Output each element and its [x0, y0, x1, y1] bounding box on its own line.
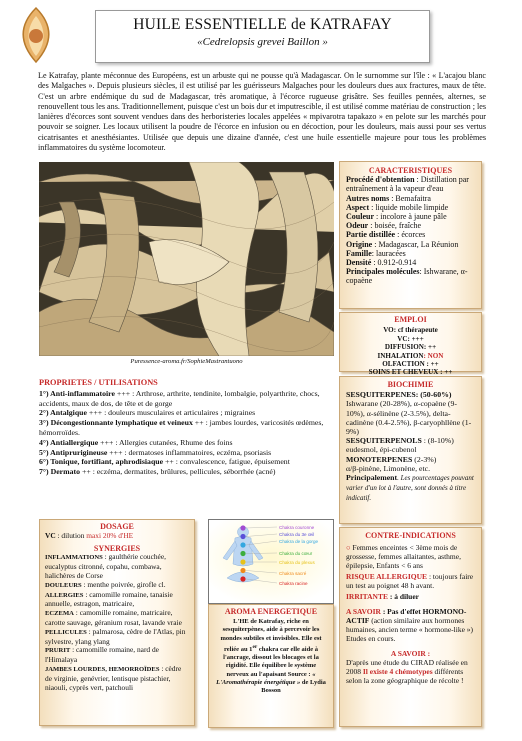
contraindications-panel	[339, 527, 482, 727]
properties-list	[39, 389, 334, 477]
synergy-item	[45, 646, 189, 665]
a-savoir-1-head: : Pas d'effet HORMONO-ACTIF	[346, 607, 467, 625]
synergy-item	[45, 628, 189, 647]
chakra-label: Chakra sacré	[279, 571, 307, 576]
synergies-title: SYNERGIES	[93, 543, 141, 553]
characteristic-key: Principales molécules	[346, 267, 420, 277]
synergy-key: INFLAMMATIONS	[45, 554, 103, 562]
sesquiterpenes-title: SESQUITERPENES: (50-60%)	[346, 390, 452, 400]
property-item	[39, 389, 334, 409]
chakra-dot	[240, 551, 245, 556]
monoterpenes-title: MONOTERPENES	[346, 454, 413, 464]
irritant-text: : à diluer	[387, 592, 419, 601]
synergy-value: : gaulthérie couchée, eucalyptus citronné, copahu, combawa, halichères de Corse	[45, 552, 166, 580]
characteristics-panel	[339, 161, 482, 309]
property-item	[39, 448, 334, 458]
usage-title: EMPLOI	[394, 315, 427, 324]
warning-circle-icon: ○	[346, 543, 351, 552]
synergies-list	[45, 553, 189, 692]
property-level: ++	[163, 457, 176, 467]
chakra-dot	[240, 525, 245, 530]
dosage-panel	[39, 519, 195, 726]
characteristic-value: : incolore à jaune pâle	[374, 212, 447, 222]
chakra-dot	[240, 576, 245, 581]
property-level: +++	[107, 447, 125, 457]
property-number: 4°)	[39, 437, 51, 447]
synergy-key: JAMBES LOURDES, HEMORROÏDES	[45, 665, 160, 673]
brand-logo	[10, 4, 62, 66]
property-name: Tonique, fortifiant, aphrodisiaque	[50, 457, 164, 467]
property-uses: : dermatoses inflammatoires, eczéma, psoriasis	[124, 447, 272, 457]
chakra-dot	[240, 542, 245, 547]
aroma-text-2: chakra car elle aide à l'ancrage, dissout les blocages et la rigidité. Elle équilibre le système nerveux au l'apaisant Source :	[223, 645, 319, 678]
bark-photo	[39, 162, 334, 356]
usage-label: INHALATION	[377, 351, 424, 360]
synergy-key: PRURIT	[45, 647, 71, 655]
usage-row	[344, 326, 477, 334]
property-name: Antiprurigineuse	[50, 447, 108, 457]
aroma-energy-panel	[208, 604, 334, 728]
property-item	[39, 438, 334, 448]
synergy-value: : camomille romaine, tanaisie annuelle, estragon, matricaire,	[45, 589, 173, 609]
characteristic-key: Odeur	[346, 221, 369, 231]
usage-value: : ++	[423, 343, 437, 352]
synergy-value: : camomille romaine, matricaire, carotte sauvage, géranium rosat, lavande vraie	[45, 608, 182, 627]
monoterpenes-list: α/β-pinène, Limonène, etc.	[346, 463, 431, 473]
chakra-figure	[208, 519, 334, 604]
property-item	[39, 457, 334, 467]
chakra-dot	[240, 534, 245, 539]
a-savoir-2-title: A SAVOIR :	[390, 649, 431, 658]
characteristic-value: : Distillation par entraînement à la vapeur d'eau	[346, 175, 469, 194]
usage-value: : +++	[407, 334, 424, 343]
contraindications-title: CONTRE-INDICATIONS	[365, 531, 456, 540]
synergy-key: PELLICULES	[45, 628, 87, 636]
chakra-label: Chakra du cœur	[279, 551, 313, 556]
characteristic-row	[346, 175, 475, 193]
dosage-vc-max: maxi 20% d'HE	[86, 530, 134, 540]
usage-label: VC	[397, 334, 408, 343]
synergy-value: : camomille romaine, nard de l'Himalaya	[45, 645, 159, 665]
synergy-value: : cèdre de virginie, genévrier, lentisque pistachier, niaouli, cyprès vert, patchouli	[45, 663, 182, 692]
property-level: +++	[114, 388, 133, 398]
sesquiterpenols-value: : (8-10%)	[421, 436, 454, 446]
chakra-dot	[240, 568, 245, 573]
characteristic-row	[346, 194, 475, 203]
dosage-vc-label: VC	[45, 530, 56, 540]
characteristic-key: Aspect	[346, 202, 370, 212]
aroma-title: AROMA ENERGETIQUE	[224, 607, 318, 616]
characteristic-row	[346, 212, 475, 221]
property-item	[39, 408, 334, 418]
aroma-source-author: de Lydia Bosson	[261, 678, 326, 694]
property-number: 1°)	[39, 388, 51, 398]
property-level: +++	[98, 437, 116, 447]
allergy-risk-text: : toujours faire un test au poignet 48 h avant.	[346, 572, 474, 590]
characteristic-value: : écorces	[395, 230, 426, 240]
sesquiterpenols-title: SESQUITERPENOLS	[346, 436, 422, 446]
chemotypes-highlight: Il existe 4 chémotypes	[362, 667, 433, 676]
aroma-text-1: L'HE de Katrafay, riche en sesquiterpènes, aide à percevoir les mondes subtiles et invisibles. Elle est reliée au 1	[220, 618, 322, 653]
usage-value: : ++	[424, 360, 439, 369]
dosage-title: DOSAGE	[100, 522, 134, 531]
irritant-label: IRRITANTE	[346, 592, 388, 601]
title-box	[95, 10, 430, 63]
percentages-note: . Les pourcentages pouvant varier d'un lot à l'autre, sont donnés à titre indicatif.	[346, 474, 474, 503]
characteristic-value: : Ishwarane, α-copaène	[346, 267, 468, 286]
usage-value: : NON	[423, 351, 444, 360]
property-uses: : jambes lourdes, varicosités œdèmes, hémorroïdes.	[39, 418, 324, 437]
a-savoir-1-text: (action similaire aux hormones humaines, ancien terme « hormone-like ») Etudes en cours.	[346, 616, 474, 643]
usage-value: : cf thérapeute	[393, 326, 438, 335]
synergy-item	[45, 609, 189, 628]
usage-panel	[339, 312, 482, 377]
property-level: +++	[86, 408, 105, 418]
characteristic-value: : lauracées	[371, 248, 406, 258]
property-uses: : Arthrose, arthrite, tendinite, lombalgie, polyarthrite, chocs, accidents, maux de dos, de tête et de gorge	[39, 388, 320, 408]
usage-label: VO	[383, 326, 394, 335]
usage-row	[344, 360, 477, 368]
property-uses: : douleurs musculaires et articulaires ; migraines	[104, 408, 256, 418]
characteristic-key: Densité	[346, 258, 372, 268]
page-subtitle: «Cedrelopsis grevei Baillon »	[197, 36, 328, 48]
usage-row	[344, 352, 477, 360]
property-number: 3°)	[39, 418, 51, 428]
chakra-label: Chakra du 3e œil	[279, 532, 315, 537]
characteristic-key: Couleur	[346, 212, 374, 222]
synergy-key: DOULEURS	[45, 581, 82, 589]
dosage-vc-text: : dilution	[55, 530, 87, 540]
properties-section	[39, 378, 334, 477]
characteristic-key: Procédé d'obtention	[346, 175, 415, 185]
property-level: ++	[80, 467, 93, 477]
biochemistry-panel	[339, 376, 482, 524]
chakra-label: Chakra de la gorge	[279, 539, 319, 544]
property-number: 6°)	[39, 457, 51, 467]
chakra-label: Chakra racine	[279, 581, 308, 586]
synergy-value: : menthe poivrée, girofle cl.	[81, 579, 166, 589]
a-savoir-1-title: A SAVOIR	[346, 607, 381, 616]
property-uses: : eczéma, dermatites, brûlures, pellicules, séborrhée (acné)	[92, 467, 276, 477]
contraindications-text: Femmes enceintes < 3ème mois de grossesse, femmes allaitantes, asthme, épilepsie, Enfants < 6 ans	[346, 543, 461, 570]
property-name: Dermato	[50, 467, 81, 477]
chakra-label: Chakra couronne	[279, 525, 315, 530]
characteristic-row	[346, 240, 475, 249]
property-number: 2°)	[39, 408, 51, 418]
characteristics-list	[346, 175, 475, 285]
principalement-label: Principalement	[346, 473, 398, 483]
characteristics-title: CARACTERISTIQUES	[368, 166, 453, 175]
sesquiterpenols-list: eudesmol, épi-cubenol	[346, 445, 417, 455]
aroma-source-title: « L'Aromathérapie énergétique »	[216, 670, 316, 686]
characteristic-row	[346, 230, 475, 239]
synergy-item	[45, 665, 189, 692]
chakra-dot	[240, 559, 245, 564]
biochemistry-title: BIOCHIMIE	[387, 380, 434, 389]
characteristic-key: Origine	[346, 239, 373, 249]
aroma-sup: er	[252, 643, 258, 650]
monoterpenes-value: (2-3%)	[412, 454, 437, 464]
synergy-value: : palmarosa, cèdre de l'Atlas, pin sylvestre, ylang ylang	[45, 626, 186, 646]
characteristic-value: : liquide mobile limpide	[369, 202, 449, 212]
characteristic-row	[346, 221, 475, 230]
page-title: HUILE ESSENTIELLE de KATRAFAY	[133, 16, 392, 33]
property-item	[39, 418, 334, 438]
sesquiterpenes-list: Ishwarane (20-28%), α-copaène (9-10%), α-sélinène (2-3.5%), delta-cadinène (0.4-2.5%), β-caryophllène (1-9%)	[346, 399, 472, 437]
property-item	[39, 467, 334, 477]
photo-caption: Puressence-aroma.fr/SophieMastrantuono	[130, 358, 243, 365]
intro-paragraph: Le Katrafay, plante méconnue des Européens, est un arbuste qui ne pousse qu'à Madagascar. On le surnomme sur l'île : « L'acajou blanc des Malgaches ». Depuis plusieurs siècles, il est utilisé par les guérisseurs Malgaches pour les douleurs dues aux fractures, maux de tête. C'est un arbre endémique du sud de Madagascar, très aromatique, à l'écorce rugueuse grisâtre. Ses feuilles pennées, alternes, se renouvellent tous les ans. Traditionnellement, puisque c'est un bois dur et imputrescible, il est utilisé comme matériau de construction ; les lanières d'écorces sont souvent vendues dans des herboristeries locales appelées « mpivarotra tapakazo » en pelote sur les marchés pour pouvoir se soigner. Les locaux utilisent la poudre de l'écorce en infusion ou en décoction, pour les douleurs, mais aussi pour ses vertus cicatrisantes et anesthésiantes. Utilisée que depuis une dizaine d'année, c'est une huile essentielle majeure pour tous les problèmes inflammatoires du système locomoteur.	[38, 71, 486, 153]
synergy-item	[45, 591, 189, 610]
chakra-body-illustration	[209, 520, 333, 603]
characteristic-row	[346, 249, 475, 258]
a-savoir-2-text-c: différents selon la zone géographique de récolte !	[346, 667, 464, 685]
property-level: ++	[192, 418, 206, 428]
characteristic-key: Partie distillée	[346, 230, 396, 240]
a-savoir-2-text-a: D'après une étude du CIRAD réalisée en 2008	[346, 658, 468, 676]
property-name: Décongestionnante lymphatique et veineux	[50, 418, 193, 428]
synergy-key: ALLERGIES	[45, 591, 84, 599]
characteristic-key: Autres noms	[346, 193, 390, 203]
usage-label: OLFACTION	[382, 360, 425, 369]
property-name: Antalgique	[50, 408, 87, 418]
properties-title: PROPRIETES / UTILISATIONS	[39, 378, 158, 387]
characteristic-row	[346, 203, 475, 212]
characteristic-row	[346, 267, 475, 285]
property-name: Anti-inflammatoire	[50, 388, 115, 398]
characteristic-value: : 0.912-0.914	[371, 258, 417, 268]
property-number: 7°)	[39, 467, 51, 477]
usage-value: : ++	[438, 368, 453, 377]
usage-list	[344, 326, 477, 376]
usage-row	[344, 335, 477, 343]
characteristic-value: : boisée, fraîche	[368, 221, 422, 231]
characteristic-row	[346, 258, 475, 267]
characteristic-value: : Madagascar, La Réunion	[372, 239, 459, 249]
usage-row	[344, 343, 477, 351]
property-number: 5°)	[39, 447, 51, 457]
synergy-item	[45, 553, 189, 580]
property-uses: : convalescence, fatigue, épuisement	[175, 457, 290, 467]
usage-label: SOINS ET CHEVEUX	[368, 368, 439, 377]
property-name: Antiallergique	[50, 437, 99, 447]
synergy-key: ECZEMA	[45, 610, 74, 618]
characteristic-key: Famille	[346, 248, 372, 258]
allergy-risk-label: RISQUE ALLERGIQUE	[346, 572, 428, 581]
chakra-label: Chakra du plexus	[279, 560, 315, 565]
property-uses: : Allergies cutanées, Rhume des foins	[115, 437, 233, 447]
usage-label: DIFFUSION	[384, 343, 424, 352]
characteristic-value: : Bemafaitra	[389, 193, 431, 203]
